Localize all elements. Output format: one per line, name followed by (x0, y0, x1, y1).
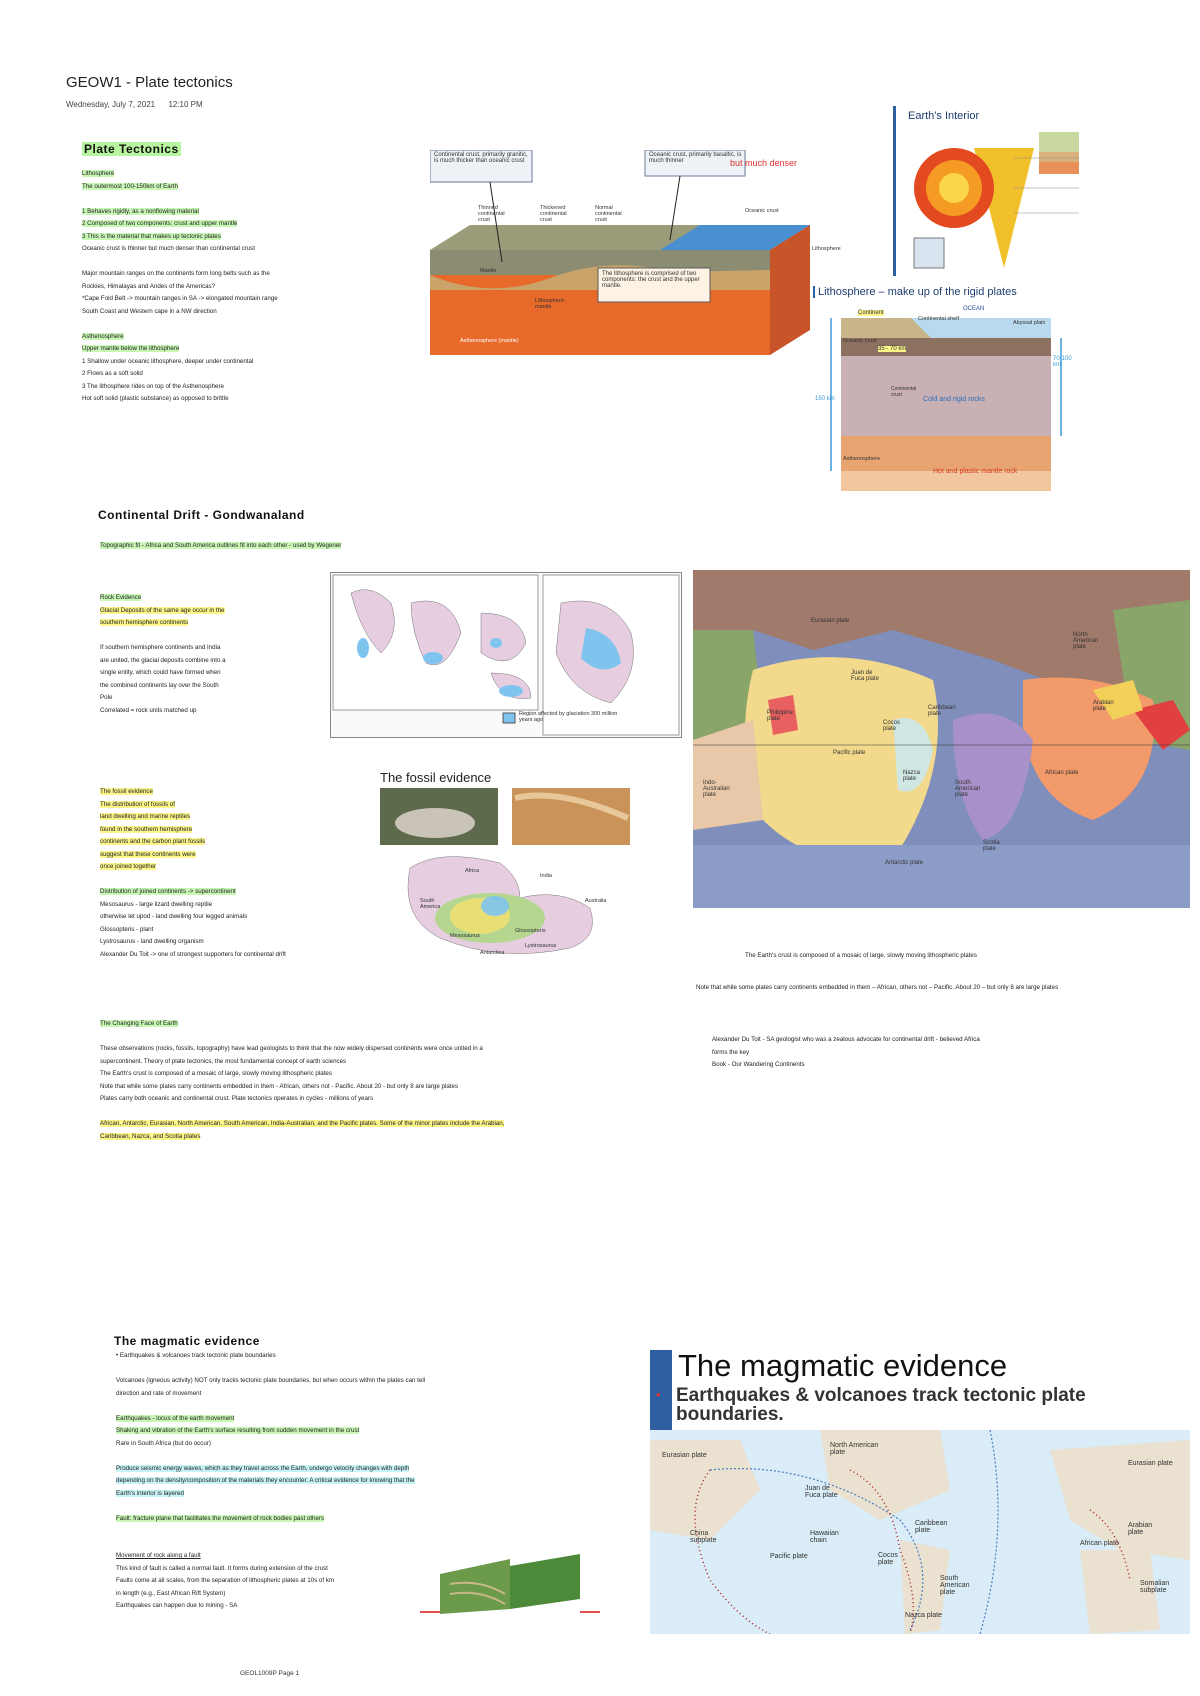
earth-interior-title: Earth's Interior (908, 110, 980, 122)
note-line: 1 Shallow under oceanic lithosphere, deeper under continental (82, 357, 254, 365)
note-line: Mesosaurus - large lizard dwelling reptile (100, 900, 213, 908)
note-line: Alexander Du Toit - SA geologist who was a zealous advocate for continental drift - believed Africa (712, 1036, 980, 1043)
crust-label: Normal continental crust (595, 205, 622, 223)
mag-map-label: Juan de Fuca plate (805, 1485, 838, 1499)
plate-label: Philippine plate (767, 710, 794, 722)
crust-label: Lithosphere (812, 246, 841, 252)
time-text: 12:10 PM (168, 100, 203, 109)
note-line: 3 This is the material that makes up tectonic plates (82, 232, 221, 240)
note-line: Correlated = rock units matched up (100, 706, 197, 714)
note-line: 2 Composed of two components: crust and upper mantle (82, 220, 238, 227)
plate-label: Juan de Fuca plate (851, 670, 880, 682)
rock-evidence-notes (100, 592, 226, 717)
note-line: are united, the glacial deposits combine into a (100, 656, 226, 664)
plate-label: South American plate (955, 780, 981, 798)
fossil-map-label: India (540, 873, 552, 879)
earth-interior-diagram (904, 128, 1084, 274)
magmatic-heading-wrap (114, 1334, 260, 1348)
note-line: once joined together (100, 863, 157, 870)
note-line: Hot soft solid (plastic substance) as opposed to brittle (82, 395, 229, 402)
plate-label: African plate (1045, 770, 1079, 776)
note-line: the combined continents lay over the South (100, 681, 219, 689)
crust-label: Mantle (480, 268, 497, 274)
note-line: supercontinent. Theory of plate tectonics, the most fundamental concept of earth sciences (100, 1057, 347, 1065)
note-line: African, Antarctic, Eurasian, North American, South American, India-Australian, and the Pacific plates. Some of the minor plates include the Arabian, (100, 1120, 505, 1127)
litho-label: OCEAN (963, 306, 985, 312)
fossil-map-label: Lystrosaurus (525, 943, 557, 949)
crust-label: Lithospheric mantle (535, 298, 565, 310)
slide-bullet-icon: • (656, 1387, 661, 1402)
litho-label: Continent (858, 310, 884, 316)
note-line: Produce seismic energy waves, which as they travel across the Earth, undergo velocity changes with depth (116, 1464, 410, 1472)
plate-label: Eurasian plate (811, 618, 850, 624)
note-line: Rockies, Himalayas and Andes of the Americas? (82, 282, 216, 290)
slide-accent-bar (650, 1350, 672, 1438)
plate-label: Antarctic plate (885, 860, 924, 866)
note-line: southern hemisphere continents (100, 619, 189, 626)
plate-label: Pacific plate (833, 750, 866, 756)
lithosphere-callout: The lithosphere is comprised of two components: the crust and the upper mantle. (602, 271, 700, 289)
crust-label: Asthenosphere (mantle) (460, 338, 519, 344)
note-line: Volcanoes (igneous activity) NOT only tracks tectonic plate boundaries, but when occurs within the plates can tell (116, 1377, 426, 1384)
note-line: continents and the carbon plant fossils (100, 838, 206, 845)
earth-interior-figure (893, 106, 1092, 276)
lithosphere-notes (82, 168, 278, 406)
magmatic-heading: The magmatic evidence (114, 1334, 260, 1348)
note-line: depending on the density/composition of the materials they encounter. A critical evidence for knowing that the (116, 1477, 415, 1484)
oceanic-annotation: but much denser (730, 158, 798, 168)
mag-map-label: Somalian subplate (1140, 1580, 1170, 1594)
note-line: otherwise let upod - land dwelling four legged animals (100, 913, 248, 920)
changing-face-notes (100, 1018, 504, 1143)
fault-diagram (420, 1554, 600, 1614)
crust-figure (430, 150, 841, 355)
note-line: Alexander Du Toit -> one of strongest supporters for continental drift (100, 950, 286, 958)
note-line: The distribution of fossils of (100, 800, 175, 808)
note-line: Caribbean, Nazca, and Scotia plates (100, 1132, 201, 1140)
note-line: Fault: fracture plane that facilitates the movement of rock bodies past others (116, 1514, 325, 1522)
topo-line: Topographic fit - Africa and South America outlines fit into each other - used by Wegener (100, 542, 342, 549)
topo-note (100, 540, 400, 553)
note-line: Oceanic crust is thinner but much denser than continental crust (82, 245, 255, 252)
fossil-figure-title: The fossil evidence (380, 770, 492, 785)
litho-label: Hot and plastic mantle rock (933, 468, 1018, 475)
note-line: Earthquakes - locus of the earth movement (116, 1414, 235, 1422)
mag-map-label: Hawaiian chain (810, 1530, 839, 1544)
note-line: forms the key (712, 1048, 750, 1056)
caption-line: Note that while some plates carry continents embedded in them – African, others not – Pacific. About 20 – but only 8 are large plates (696, 984, 1059, 991)
fossil-map-label: Antarctica (480, 950, 505, 956)
fossil-map-label: Mesosaurus (450, 933, 480, 939)
mag-map-label: Eurasian plate (662, 1452, 707, 1459)
page-date (66, 100, 203, 109)
plates-caption (745, 950, 977, 963)
fossil-map-label: Glossopteris (515, 928, 546, 934)
oceanic-callout: Oceanic crust, primarily basaltic, is much thinner (649, 152, 742, 164)
continental-drift-heading: Continental Drift - Gondwanaland (98, 508, 305, 522)
note-line: direction and rate of movement (116, 1389, 202, 1397)
fossil-map-label: South America (420, 898, 441, 910)
note-line: Rock Evidence (100, 594, 142, 601)
note-line: Distribution of joined continents -> supercontinent (100, 888, 236, 895)
slide-title: The magmatic evidence (678, 1348, 1008, 1383)
plates-map-svg (693, 570, 1190, 908)
fossil-notes (100, 786, 286, 961)
note-line: Earthquakes can happen due to mining - SA (116, 1602, 238, 1609)
note-line: If southern hemisphere continents and India (100, 644, 221, 651)
page-footer: GEOL1009P Page 1 (240, 1670, 300, 1677)
mag-map-label: South American plate (940, 1575, 970, 1596)
note-line: Asthenosphere (82, 332, 124, 340)
plate-label: North American plate (1073, 632, 1099, 650)
litho-label: Continental shelf (918, 316, 959, 322)
plate-label: Cocos plate (883, 720, 901, 732)
slide-bullet: Earthquakes & volcanoes track tectonic plate boundaries. (676, 1385, 1086, 1425)
note-line: in length (e.g., East African Rift System) (116, 1589, 226, 1597)
litho-label: Asthenosphere (843, 456, 880, 462)
litho-label: 35 - 70 km (878, 346, 907, 352)
fault-figure (420, 1554, 600, 1614)
mag-map-label: African plate (1080, 1540, 1119, 1547)
glacier-legend: Region affected by glaciation 300 million years ago (519, 711, 618, 723)
magmatic-slide (650, 1350, 1190, 1634)
mag-map-label: Arabian plate (1128, 1522, 1153, 1536)
note-line: South Coast and Western cape in a NW direction (82, 307, 217, 315)
note-line: • Earthquakes & volcanoes track tectonic plate boundaries (116, 1352, 276, 1359)
note-line: 3 The lithosphere rides on top of the Asthenosphere (82, 382, 224, 390)
caption-line: The Earth's crust is composed of a mosaic of large, slowly moving lithospheric plates (745, 952, 977, 959)
litho-label: Abyssal plain (1013, 320, 1046, 326)
mag-map-label: Nazca plate (905, 1612, 942, 1619)
continental-callout: Continental crust, primarily granitic, is much thicker than oceanic crust (434, 152, 528, 164)
note-line: Book - Our Wandering Continents (712, 1061, 805, 1068)
note-line: The outermost 100-150km of Earth (82, 182, 178, 190)
mag-map-label: China subplate (690, 1530, 717, 1544)
continental-drift-heading-wrap (98, 508, 305, 522)
mag-map-label: Eurasian plate (1128, 1460, 1173, 1467)
date-text: Wednesday, July 7, 2021 (66, 100, 156, 109)
note-line: These observations (rocks, fossils, topography) have lead geologists to think that the now widely dispersed continents were once united in a (100, 1045, 483, 1052)
mag-map-label: North American plate (830, 1442, 879, 1456)
litho-label: 70-100 km (1053, 356, 1072, 368)
glacier-maps (331, 573, 681, 737)
plates-note (696, 982, 1136, 995)
note-line: land dwelling and marine reptiles (100, 813, 191, 820)
note-line: Note that while some plates carry continents embedded in them - African, others not - Pacific. About 20 - but only 8 are large plates (100, 1082, 459, 1090)
fossil-images (380, 788, 630, 968)
note-line: The fossil evidence (100, 788, 153, 795)
fossil-figure (380, 788, 630, 968)
note-line: Shaking and vibration of the Earth's surface resulting from sudden movement in the crust (116, 1427, 360, 1434)
lithosphere-figure-title: Lithosphere – make up of the rigid plates (813, 286, 1017, 298)
note-line: Pole (100, 694, 113, 701)
fossil-map-label: Africa (465, 868, 480, 874)
plates-map (693, 570, 1190, 908)
plate-tectonics-section (82, 140, 181, 158)
mag-map-label: Pacific plate (770, 1553, 808, 1560)
note-line: *Cape Fold Belt -> mountain ranges in SA -> elongated mountain range (82, 295, 278, 302)
note-line: This kind of fault is called a normal fault. It forms during extension of the crust (116, 1564, 328, 1572)
litho-label: 150 km (815, 396, 835, 402)
note-line: Earth's interior is layered (116, 1489, 184, 1497)
litho-label: Cold and rigid rocks (923, 396, 985, 403)
plate-tectonics-heading: Plate Tectonics (84, 142, 179, 156)
crust-label: Thinned continental crust (478, 205, 505, 223)
note-line: Upper mantle below the lithosphere (82, 345, 180, 352)
note-line: Glossopteris - plant (100, 925, 154, 933)
note-line: Movement of rock along a fault (116, 1552, 201, 1559)
note-line: suggest that these continents were (100, 850, 196, 858)
plate-label: Nazca plate (903, 770, 921, 782)
plate-label: Scotia plate (983, 840, 1000, 852)
mag-map-label: Caribbean plate (915, 1520, 948, 1534)
note-line: 2 Flows as a soft solid (82, 370, 143, 377)
note-line: Faults come at all scales, from the separation of lithospheric plates at 10s of km (116, 1577, 335, 1584)
mag-map-label: Cocos plate (878, 1552, 898, 1566)
changing-face-heading: The Changing Face of Earth (100, 1020, 178, 1027)
plate-label: Caribbean plate (928, 705, 956, 717)
note-line: The Earth's crust is composed of a mosaic of large, slowly moving lithospheric plates (100, 1070, 332, 1077)
magmatic-map (650, 1430, 1190, 1634)
crust-label: Oceanic crust (745, 208, 779, 214)
litho-label: Oceanic crust (843, 338, 877, 344)
crust-diagram (430, 150, 810, 355)
note-line: Plates carry both oceanic and continental crust. Plate tectonics operates in cycles - millions of years (100, 1095, 374, 1102)
crust-label: Thickened continental crust (540, 205, 567, 223)
du-toit-notes (712, 1034, 980, 1072)
glacier-figure (330, 572, 682, 738)
note-line: single entity, which could have formed when (100, 669, 221, 676)
note-line: Glacial Deposits of the same age occur in the (100, 606, 225, 614)
note-line: 1 Behaves rigidly, as a nonflowing material (82, 207, 199, 215)
note-line: Rare in South Africa (but do occur) (116, 1439, 211, 1447)
plate-label: Arabian plate (1093, 700, 1114, 712)
lithosphere-figure (813, 286, 1078, 496)
note-line: Lystrosaurus - land dwelling organism (100, 938, 204, 945)
litho-label: Continental crust (891, 386, 917, 398)
note-line: Major mountain ranges on the continents form long belts such as the (82, 270, 270, 277)
fossil-map-label: Australia (585, 898, 607, 904)
page-title: GEOW1 - Plate tectonics (66, 74, 233, 91)
plate-label: Indo-Australian plate (703, 780, 730, 798)
magmatic-notes (116, 1350, 425, 1613)
note-line: Lithosphere (82, 170, 115, 177)
note-line: found in the southern hemisphere (100, 825, 193, 833)
